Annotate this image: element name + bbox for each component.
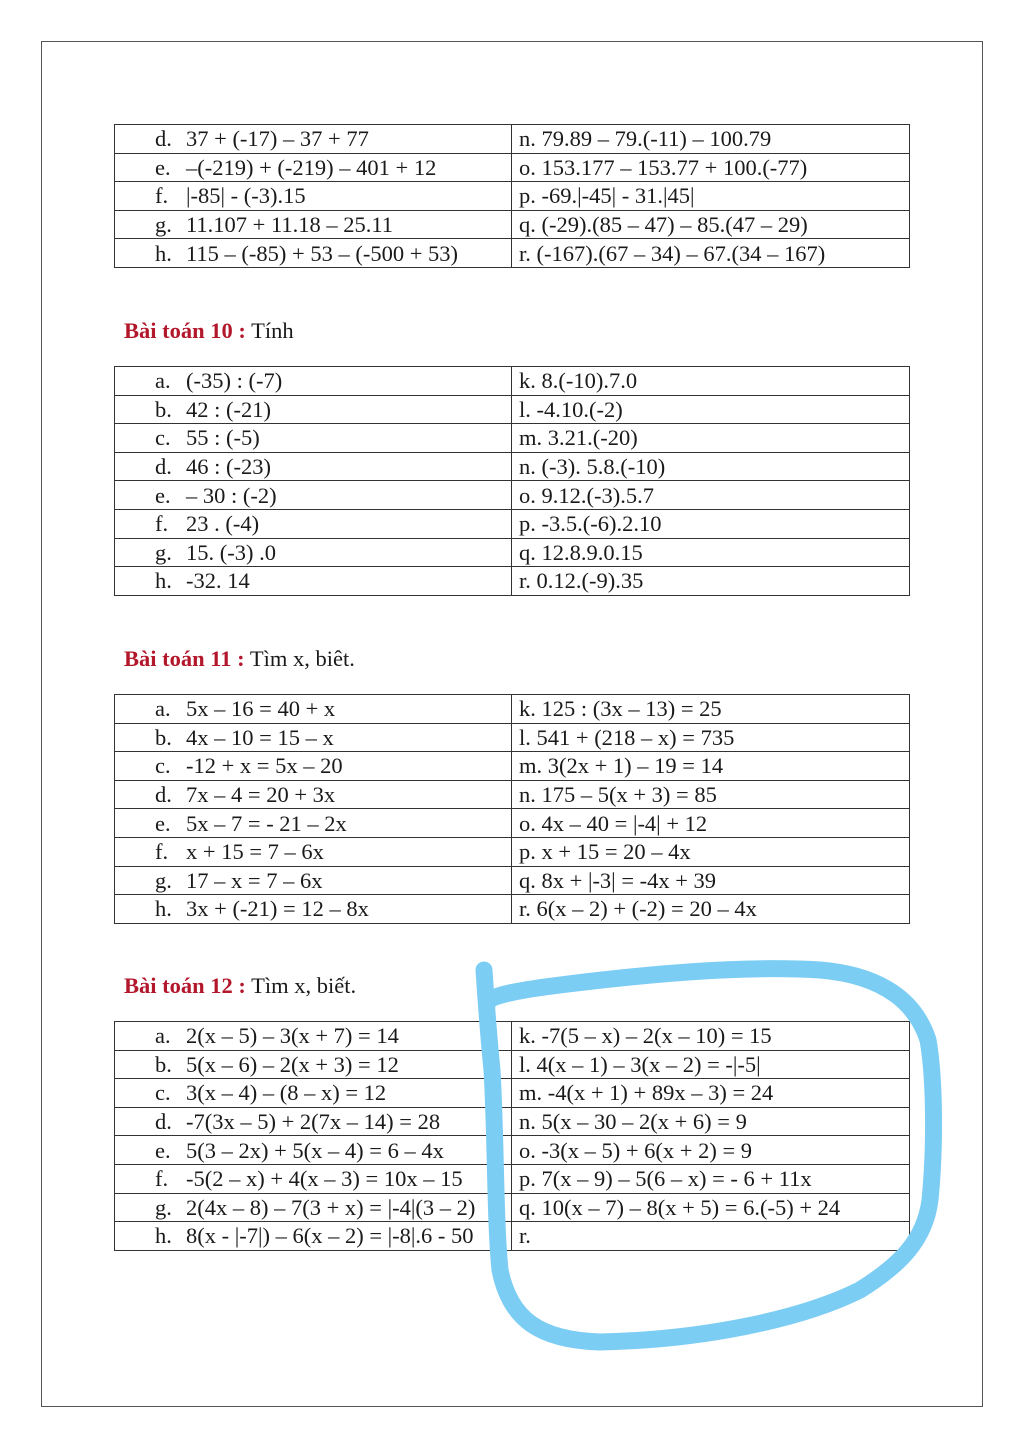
- item-letter: g.: [155, 1194, 172, 1220]
- left-cell: [115, 395, 512, 424]
- table-row: [115, 1222, 910, 1251]
- left-cell: [115, 809, 512, 838]
- item-expression: 5x – 16 = 40 + x: [186, 696, 336, 722]
- right-cell: k. 125 : (3x – 13) = 25: [512, 695, 910, 724]
- left-cell: [115, 695, 512, 724]
- table-row: [115, 424, 910, 453]
- item-expression: 3(x – 4) – (8 – x) = 12: [186, 1080, 387, 1106]
- item-letter: f.: [155, 183, 169, 209]
- right-cell: q. 8x + |-3| = -4x + 39: [512, 866, 910, 895]
- left-cell: [115, 210, 512, 239]
- table-row: [115, 1050, 910, 1079]
- left-cell: [115, 424, 512, 453]
- left-cell: [115, 752, 512, 781]
- right-cell: r. (-167).(67 – 34) – 67.(34 – 167): [512, 239, 910, 268]
- item-expression: 5(x – 6) – 2(x + 3) = 12: [186, 1051, 399, 1077]
- item-expression: – 30 : (-2): [186, 482, 277, 508]
- table-row: [115, 239, 910, 268]
- item-expression: |-85| - (-3).15: [186, 183, 306, 209]
- table-row: [115, 125, 910, 154]
- table-row: [115, 1022, 910, 1051]
- right-cell: k. 8.(-10).7.0: [512, 367, 910, 396]
- table-row: [115, 723, 910, 752]
- item-expression: 55 : (-5): [186, 425, 260, 451]
- item-letter: d.: [155, 1109, 172, 1135]
- heading-label: Bài toán 10 :: [124, 318, 246, 343]
- exercise-table-12: [114, 1021, 910, 1251]
- item-letter: b.: [155, 724, 172, 750]
- item-expression: -5(2 – x) + 4(x – 3) = 10x – 15: [186, 1166, 463, 1192]
- heading-subtitle: Tìm x, biêt.: [244, 646, 355, 671]
- item-letter: a.: [155, 368, 171, 394]
- item-expression: 5(3 – 2x) + 5(x – 4) = 6 – 4x: [186, 1137, 444, 1163]
- item-letter: c.: [155, 1080, 171, 1106]
- item-expression: -12 + x = 5x – 20: [186, 753, 343, 779]
- item-letter: g.: [155, 539, 172, 565]
- heading-subtitle: Tìm x, biết.: [245, 973, 357, 998]
- item-letter: h.: [155, 896, 172, 922]
- item-expression: 5x – 7 = - 21 – 2x: [186, 810, 347, 836]
- item-letter: a.: [155, 1023, 171, 1049]
- table-row: [115, 481, 910, 510]
- right-cell: m. 3(2x + 1) – 19 = 14: [512, 752, 910, 781]
- right-cell: n. 5(x – 30 – 2(x + 6) = 9: [512, 1107, 910, 1136]
- item-letter: h.: [155, 568, 172, 594]
- item-letter: e.: [155, 810, 171, 836]
- left-cell: [115, 1136, 512, 1165]
- table-row: [115, 780, 910, 809]
- left-cell: [115, 567, 512, 596]
- right-cell: q. (-29).(85 – 47) – 85.(47 – 29): [512, 210, 910, 239]
- item-expression: 15. (-3) .0: [186, 539, 276, 565]
- heading-bai-toan-11: [124, 646, 355, 672]
- left-cell: [115, 1193, 512, 1222]
- left-cell: [115, 1222, 512, 1251]
- left-cell: [115, 1107, 512, 1136]
- table-row: [115, 695, 910, 724]
- left-cell: [115, 1050, 512, 1079]
- left-cell: [115, 895, 512, 924]
- right-cell: k. -7(5 – x) – 2(x – 10) = 15: [512, 1022, 910, 1051]
- item-expression: 2(x – 5) – 3(x + 7) = 14: [186, 1023, 399, 1049]
- item-expression: 37 + (-17) – 37 + 77: [186, 126, 369, 152]
- right-cell: n. 175 – 5(x + 3) = 85: [512, 780, 910, 809]
- item-expression: 3x + (-21) = 12 – 8x: [186, 896, 369, 922]
- heading-bai-toan-10: [124, 318, 294, 344]
- left-cell: [115, 182, 512, 211]
- table-row: [115, 1107, 910, 1136]
- table-row: [115, 509, 910, 538]
- table-row: [115, 538, 910, 567]
- item-expression: 42 : (-21): [186, 396, 271, 422]
- left-cell: [115, 509, 512, 538]
- right-cell: p. x + 15 = 20 – 4x: [512, 837, 910, 866]
- item-letter: e.: [155, 482, 171, 508]
- right-cell: l. -4.10.(-2): [512, 395, 910, 424]
- item-letter: d.: [155, 126, 172, 152]
- item-expression: 11.107 + 11.18 – 25.11: [186, 212, 394, 238]
- left-cell: [115, 1079, 512, 1108]
- table-row: [115, 1164, 910, 1193]
- item-expression: 17 – x = 7 – 6x: [186, 867, 323, 893]
- table-row: [115, 452, 910, 481]
- item-expression: 46 : (-23): [186, 454, 271, 480]
- right-cell: l. 541 + (218 – x) = 735: [512, 723, 910, 752]
- exercise-table-9: [114, 124, 910, 268]
- item-expression: 8(x - |-7|) – 6(x – 2) = |-8|.6 - 50: [186, 1223, 474, 1249]
- item-expression: -7(3x – 5) + 2(7x – 14) = 28: [186, 1109, 441, 1135]
- table-row: [115, 866, 910, 895]
- right-cell: l. 4(x – 1) – 3(x – 2) = -|-5|: [512, 1050, 910, 1079]
- left-cell: [115, 125, 512, 154]
- exercise-table-11: [114, 694, 910, 924]
- left-cell: [115, 239, 512, 268]
- right-cell: o. 153.177 – 153.77 + 100.(-77): [512, 153, 910, 182]
- left-cell: [115, 1022, 512, 1051]
- right-cell: n. 79.89 – 79.(-11) – 100.79: [512, 125, 910, 154]
- right-cell: p. -3.5.(-6).2.10: [512, 509, 910, 538]
- item-letter: f.: [155, 511, 169, 537]
- right-cell: n. (-3). 5.8.(-10): [512, 452, 910, 481]
- left-cell: [115, 723, 512, 752]
- right-cell: m. -4(x + 1) + 89x – 3) = 24: [512, 1079, 910, 1108]
- left-cell: [115, 481, 512, 510]
- item-expression: -32. 14: [186, 568, 250, 594]
- item-expression: –(-219) + (-219) – 401 + 12: [186, 154, 437, 180]
- item-expression: 7x – 4 = 20 + 3x: [186, 782, 336, 808]
- heading-label: Bài toán 11 :: [124, 646, 245, 671]
- table-row: [115, 1079, 910, 1108]
- left-cell: [115, 1164, 512, 1193]
- item-letter: f.: [155, 839, 169, 865]
- item-expression: 4x – 10 = 15 – x: [186, 724, 334, 750]
- table-row: [115, 153, 910, 182]
- right-cell: q. 10(x – 7) – 8(x + 5) = 6.(-5) + 24: [512, 1193, 910, 1222]
- right-cell: o. 4x – 40 = |-4| + 12: [512, 809, 910, 838]
- item-letter: c.: [155, 753, 171, 779]
- right-cell: o. 9.12.(-3).5.7: [512, 481, 910, 510]
- table-row: [115, 895, 910, 924]
- left-cell: [115, 367, 512, 396]
- item-letter: h.: [155, 1223, 172, 1249]
- left-cell: [115, 837, 512, 866]
- left-cell: [115, 538, 512, 567]
- item-letter: f.: [155, 1166, 169, 1192]
- right-cell: p. -69.|-45| - 31.|45|: [512, 182, 910, 211]
- item-letter: e.: [155, 1137, 171, 1163]
- heading-subtitle: Tính: [245, 318, 294, 343]
- left-cell: [115, 452, 512, 481]
- item-expression: 2(4x – 8) – 7(3 + x) = |-4|(3 – 2): [186, 1194, 476, 1220]
- table-row: [115, 182, 910, 211]
- right-cell: p. 7(x – 9) – 5(6 – x) = - 6 + 11x: [512, 1164, 910, 1193]
- item-letter: h.: [155, 240, 172, 266]
- item-letter: d.: [155, 454, 172, 480]
- table-row: [115, 210, 910, 239]
- item-letter: g.: [155, 212, 172, 238]
- item-letter: d.: [155, 782, 172, 808]
- item-letter: c.: [155, 425, 171, 451]
- table-row: [115, 1136, 910, 1165]
- table-row: [115, 752, 910, 781]
- table-row: [115, 809, 910, 838]
- table-row: [115, 567, 910, 596]
- right-cell: r. 6(x – 2) + (-2) = 20 – 4x: [512, 895, 910, 924]
- right-cell: r.: [512, 1222, 910, 1251]
- right-cell: m. 3.21.(-20): [512, 424, 910, 453]
- table-row: [115, 837, 910, 866]
- item-letter: a.: [155, 696, 171, 722]
- left-cell: [115, 866, 512, 895]
- heading-label: Bài toán 12 :: [124, 973, 246, 998]
- item-letter: g.: [155, 867, 172, 893]
- item-expression: x + 15 = 7 – 6x: [186, 839, 324, 865]
- item-letter: b.: [155, 1051, 172, 1077]
- table-row: [115, 367, 910, 396]
- item-letter: b.: [155, 396, 172, 422]
- table-row: [115, 395, 910, 424]
- table-row: [115, 1193, 910, 1222]
- left-cell: [115, 780, 512, 809]
- item-expression: 115 – (-85) + 53 – (-500 + 53): [186, 240, 458, 266]
- item-expression: 23 . (-4): [186, 511, 260, 537]
- right-cell: r. 0.12.(-9).35: [512, 567, 910, 596]
- exercise-table-10: [114, 366, 910, 596]
- right-cell: q. 12.8.9.0.15: [512, 538, 910, 567]
- heading-bai-toan-12: [124, 973, 356, 999]
- item-expression: (-35) : (-7): [186, 368, 283, 394]
- left-cell: [115, 153, 512, 182]
- item-letter: e.: [155, 154, 171, 180]
- right-cell: o. -3(x – 5) + 6(x + 2) = 9: [512, 1136, 910, 1165]
